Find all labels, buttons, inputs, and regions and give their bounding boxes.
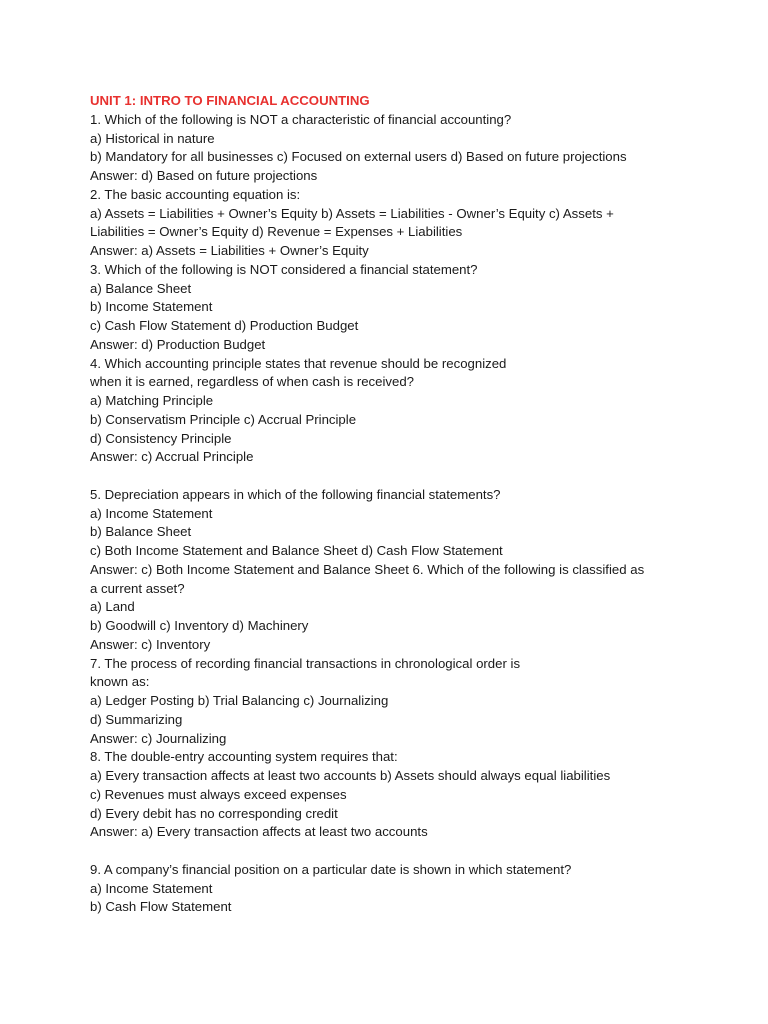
question-6-text-line-2: a current asset? [90, 580, 185, 596]
question-5-text: 5. Depreciation appears in which of the following financial statements? [90, 486, 501, 502]
question-8-options-ab: a) Every transaction affects at least two accounts b) Assets should always equal liabilities [90, 768, 611, 783]
question-1-answer: Answer: d) Based on future projections [90, 168, 318, 183]
question-5-options-cd: c) Both Income Statement and Balance Sheet d) Cash Flow Statement [90, 543, 503, 558]
question-1-option-a: a) Historical in nature [90, 130, 215, 146]
question-9-text: 9. A company’s financial position on a particular date is shown in which statement? [90, 861, 572, 877]
question-7-text-line-2: known as: [90, 674, 150, 690]
question-3-option-b: b) Income Statement [90, 299, 213, 315]
spacer [90, 842, 730, 861]
spacer [90, 467, 730, 486]
question-4-option-d: d) Consistency Principle [90, 430, 232, 446]
question-9-option-b: b) Cash Flow Statement [90, 899, 232, 915]
question-7-text-line-1: 7. The process of recording financial transactions in chronological order is [90, 655, 521, 671]
question-7-answer: Answer: c) Journalizing [90, 730, 227, 746]
question-1-text: 1. Which of the following is NOT a characteristic of financial accounting? [90, 111, 512, 127]
question-4-answer: Answer: c) Accrual Principle [90, 449, 254, 465]
unit-title: UNIT 1: INTRO TO FINANCIAL ACCOUNTING [90, 93, 370, 108]
document-page [90, 92, 730, 917]
question-3-options-cd: c) Cash Flow Statement d) Production Budget [90, 318, 359, 333]
question-8-answer: Answer: a) Every transaction affects at least two accounts [90, 824, 428, 840]
question-3-option-a: a) Balance Sheet [90, 280, 192, 296]
question-7-options-abc: a) Ledger Posting b) Trial Balancing c) Journalizing [90, 693, 389, 708]
question-2-answer: Answer: a) Assets = Liabilities + Owner’s Equity [90, 243, 369, 258]
question-3-text: 3. Which of the following is NOT considered a financial statement? [90, 261, 478, 277]
question-4-text-line-2: when it is earned, regardless of when cash is received? [90, 374, 415, 390]
question-2-options-line-1: a) Assets = Liabilities + Owner’s Equity b) Assets = Liabilities - Owner’s Equity c) Assets + [90, 205, 614, 221]
question-6-options-bcd: b) Goodwill c) Inventory d) Machinery [90, 618, 309, 633]
question-7-option-d: d) Summarizing [90, 711, 183, 727]
question-8-option-c: c) Revenues must always exceed expenses [90, 786, 347, 802]
question-2-text: 2. The basic accounting equation is: [90, 186, 301, 202]
question-4-option-a: a) Matching Principle [90, 393, 214, 408]
question-8-text: 8. The double-entry accounting system requires that: [90, 749, 398, 765]
question-1-options-bcd: b) Mandatory for all businesses c) Focused on external users d) Based on future projections [90, 149, 627, 165]
question-6-option-a: a) Land [90, 599, 135, 615]
question-6-answer: Answer: c) Inventory [90, 636, 211, 652]
question-5-answer-question-6: Answer: c) Both Income Statement and Balance Sheet 6. Which of the following is classified as [90, 561, 645, 577]
question-9-option-a: a) Income Statement [90, 880, 213, 896]
question-5-option-a: a) Income Statement [90, 505, 213, 521]
question-3-answer: Answer: d) Production Budget [90, 336, 266, 352]
question-4-text-line-1: 4. Which accounting principle states that revenue should be recognized [90, 355, 507, 371]
question-5-option-b: b) Balance Sheet [90, 524, 192, 540]
question-4-options-bc: b) Conservatism Principle c) Accrual Principle [90, 411, 357, 427]
question-2-options-line-2: Liabilities = Owner’s Equity d) Revenue = Expenses + Liabilities [90, 224, 463, 240]
question-8-option-d: d) Every debit has no corresponding credit [90, 805, 338, 821]
